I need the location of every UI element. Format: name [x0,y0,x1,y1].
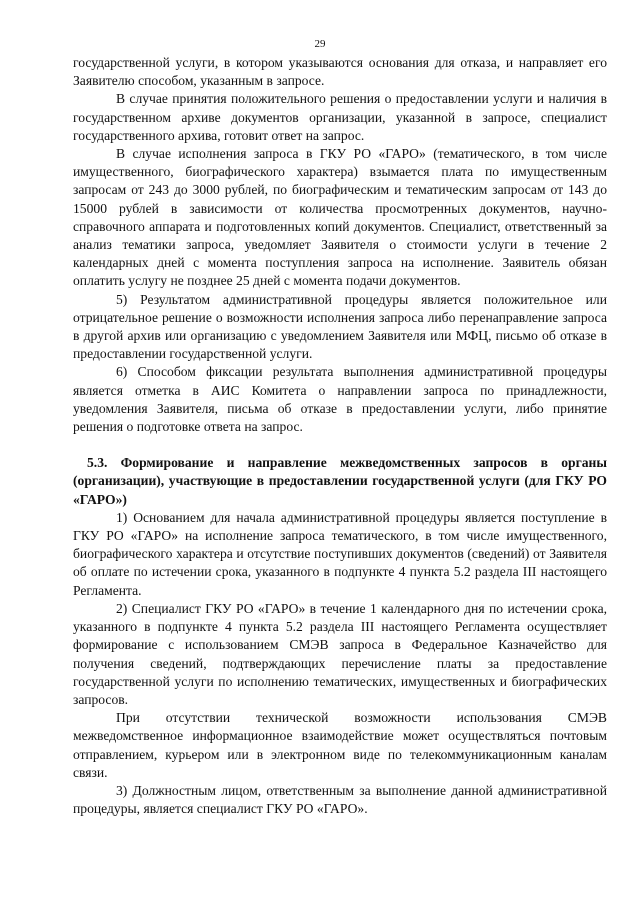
paragraph: 5) Результатом административной процедуры является положительное или отрицательное решение о возможности исполнения запроса либо перенаправление запроса в другой архив или организацию с уведомлением Заявителя или МФЦ, письмо об отказе в предоставлении государственной услуги. [73,291,607,362]
paragraph: В случае принятия положительного решения о предоставлении услуги и наличия в государственном архиве документов организации, указанной в запросе, специалист государственного архива, готовит ответ на запрос. [73,91,607,143]
paragraph: 2) Специалист ГКУ РО «ГАРО» в течение 1 календарного дня по истечении срока, указанного в подпункте 4 пункта 5.2 раздела III настоящего Регламента осуществляет формирование с использованием СМЭВ запроса в Федеральное Казначейство для получения сведений, подтверждающих перечисление платы за предоставление государственной услуги по исполнению тематических, имущественных и биографических запросов. [73,600,607,707]
page-number: 29 [314,38,326,50]
paragraph: 6) Способом фиксации результата выполнения административной процедуры является отметка в АИС Комитета о направлении запроса по принадлежности, уведомления Заявителя, письма об отказе в предоставлении услуги, либо принятие решения о подготовке ответа на запрос. [73,364,607,435]
paragraph: В случае исполнения запроса в ГКУ РО «ГАРО» (тематического, в том числе имущественного, биографического характера) взымается плата по имущественным запросам от 243 до 3000 рублей, по биографическим и тематическим запросам от 143 до 15000 рублей в зависимости от количества просмотренных документов, научно-справочного аппарата и подготовленных копий документов. Специалист, ответственный за анализ тематики запроса, уведомляет Заявителя о стоимости услуги в течение 2 календарных дней с момента поступления запроса на исполнение. Заявитель обязан оплатить услугу не позднее 25 дней с момента подачи документов. [73,146,607,289]
document-body [73,54,607,818]
section-heading: 5.3. Формирование и направление межведомственных запросов в органы (организации), участвующие в предоставлении государственной услуги (для ГКУ РО «ГАРО») [73,455,607,507]
paragraph: государственной услуги, в котором указываются основания для отказа, и направляет его Заявителю способом, указанным в запросе. [73,55,607,89]
paragraph: 1) Основанием для начала административной процедуры является поступление в ГКУ РО «ГАРО» на исполнение запроса тематического, в том числе имущественного, биографического характера и отсутствие поступивших документов (сведений) от Заявителя об оплате по истечении срока, указанного в подпункте 4 пункта 5.2 раздела III настоящего Регламента. [73,509,607,598]
paragraph: 3) Должностным лицом, ответственным за выполнение данной административной процедуры, является специалист ГКУ РО «ГАРО». [73,782,607,817]
paragraph: При отсутствии технической возможности использования СМЭВ межведомственное информационное взаимодействие может осуществляться почтовым отправлением, курьером или в электронном виде по телекоммуникационным каналам связи. [73,710,607,780]
